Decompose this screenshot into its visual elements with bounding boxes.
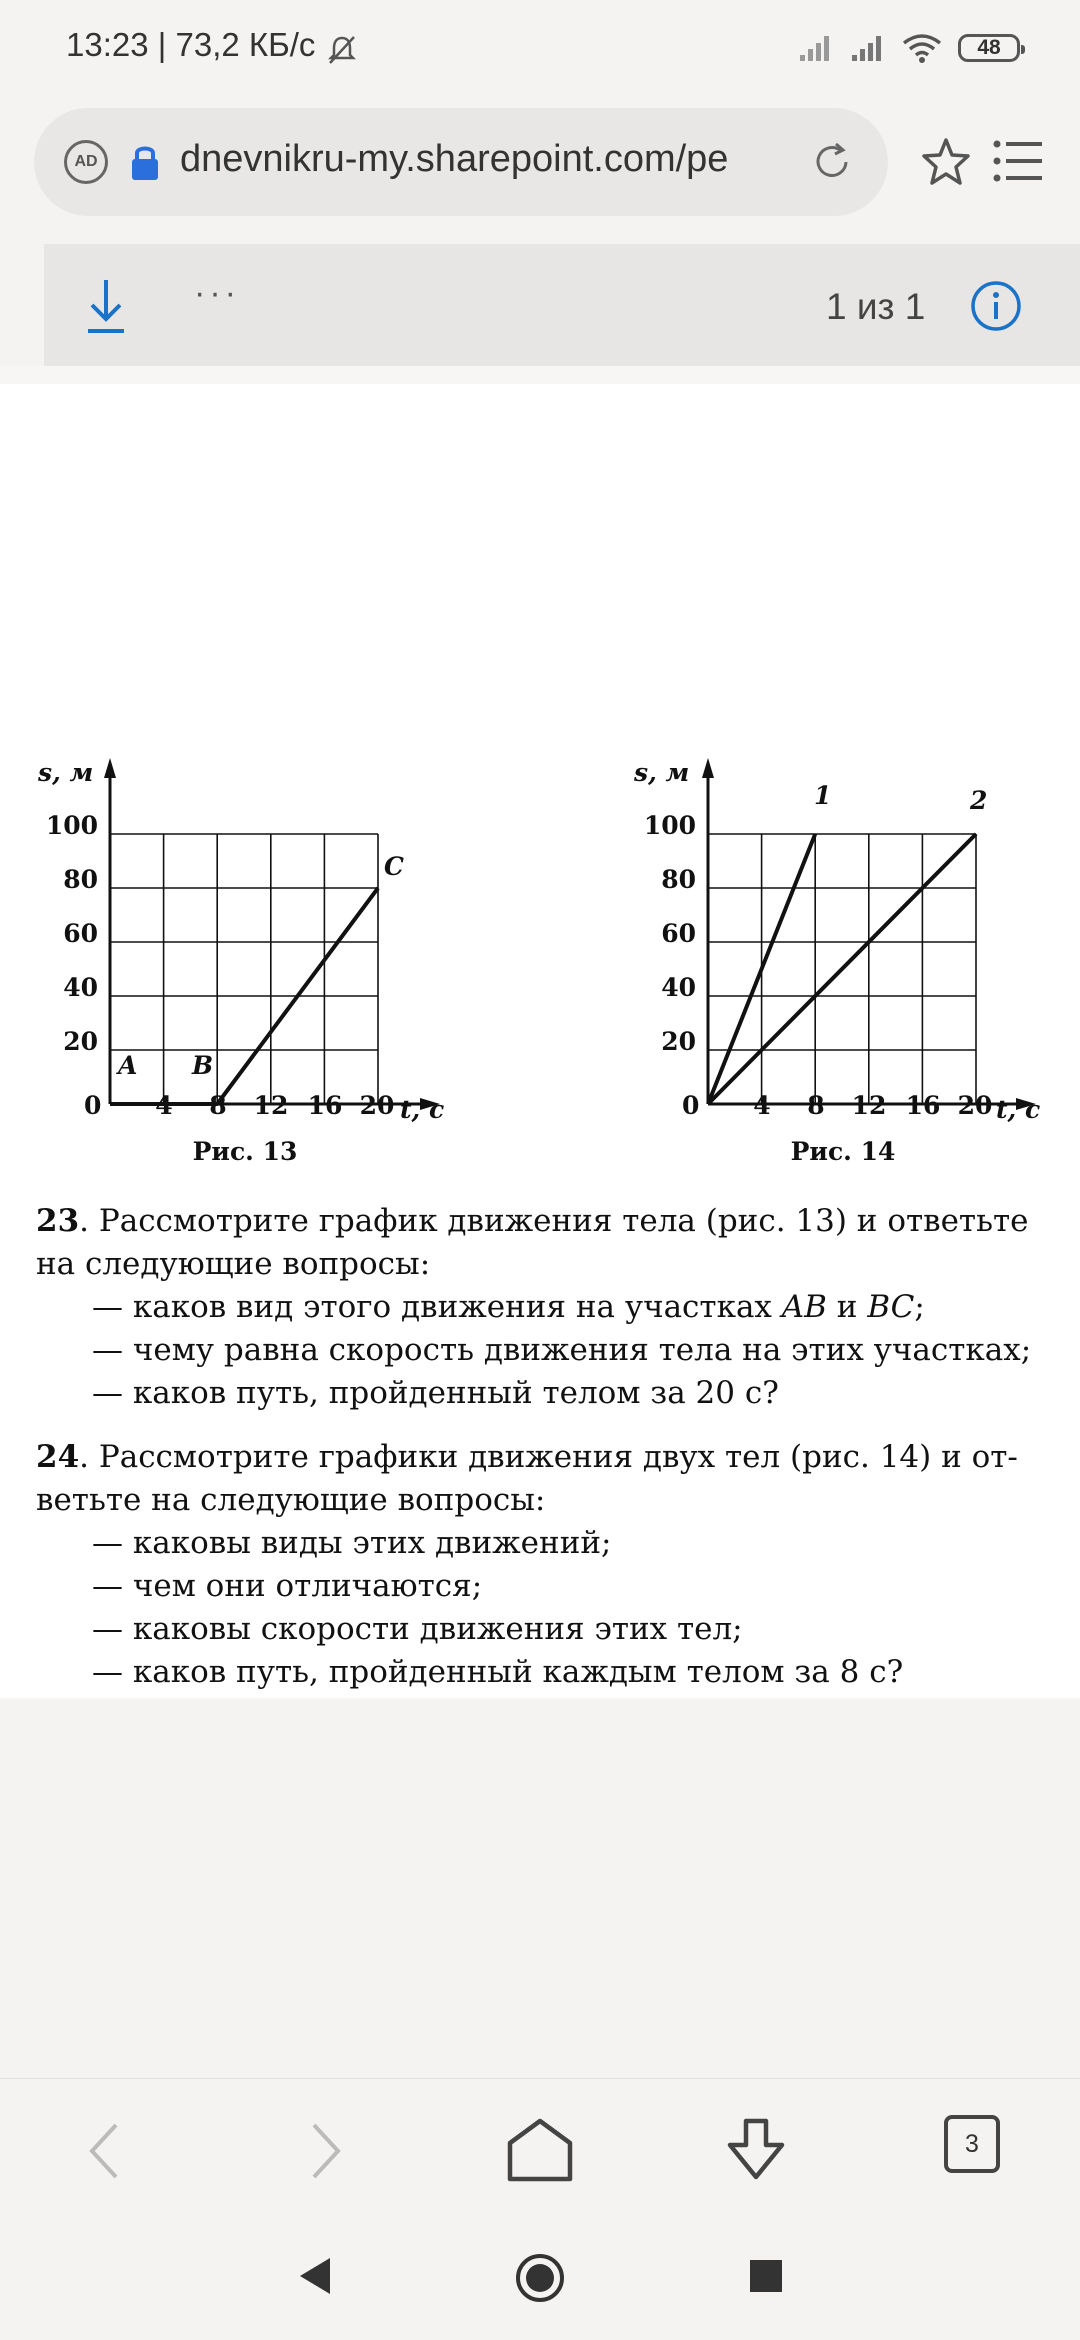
fig14-origin: 0 <box>682 1091 700 1120</box>
download-icon[interactable] <box>84 278 128 334</box>
url-text[interactable]: dnevnikru-my.sharepoint.com/pe <box>180 138 729 180</box>
signal-icon <box>850 33 886 63</box>
fig13-xlabel: t, с <box>400 1095 445 1124</box>
problem-number: 24 <box>36 1439 80 1475</box>
fig13-xtick: 12 <box>253 1091 289 1120</box>
fig13-ytick: 60 <box>63 919 98 948</box>
fig14-line-1-label: 1 <box>814 781 832 810</box>
adblock-icon[interactable]: AD <box>64 140 108 184</box>
figure-14 <box>633 758 1040 1166</box>
back-icon[interactable] <box>70 2115 142 2187</box>
system-nav <box>0 2218 1080 2340</box>
y-axis-arrow <box>702 758 714 778</box>
forward-icon[interactable] <box>288 2115 360 2187</box>
browser-nav <box>0 2078 1080 2219</box>
fig14-ytick: 100 <box>643 811 696 840</box>
status-icons <box>798 28 1020 68</box>
problem-item: — каков путь, пройденный телом за 20 с? <box>92 1375 779 1411</box>
fig13-caption: Рис. 13 <box>192 1137 298 1166</box>
problem-text: . Рассмотрите графики движения двух тел (рис. 14) и от- <box>79 1439 1018 1475</box>
system-back-icon[interactable] <box>296 2254 336 2298</box>
fig14-ylabel: s, м <box>634 758 690 787</box>
fig13-ytick: 40 <box>63 973 98 1002</box>
menu-icon[interactable] <box>992 138 1044 184</box>
fig14-xtick: 8 <box>807 1091 825 1120</box>
fig13-ytick: 100 <box>45 811 98 840</box>
mute-icon <box>325 33 359 67</box>
problem-item: — каковы виды этих движений; <box>92 1525 612 1561</box>
fig13-ylabel: s, м <box>38 758 94 787</box>
problem-text: ветьте на следующие вопросы: <box>36 1482 546 1518</box>
problem-item: — каковы скорости движения этих тел; <box>92 1611 743 1647</box>
fig14-ytick: 60 <box>661 919 696 948</box>
home-icon[interactable] <box>504 2115 576 2187</box>
page-count: 1 из 1 <box>826 286 926 327</box>
fig14-xtick: 16 <box>905 1091 941 1120</box>
fig13-origin: 0 <box>84 1091 102 1120</box>
fig14-xtick: 20 <box>957 1091 993 1120</box>
fig13-ytick: 80 <box>63 865 98 894</box>
fig14-ytick: 80 <box>661 865 696 894</box>
fig14-xtick: 4 <box>753 1091 771 1120</box>
figure-13 <box>37 758 444 1166</box>
info-icon[interactable] <box>970 280 1022 332</box>
document-content <box>0 384 1080 1698</box>
more-icon[interactable]: ··· <box>194 274 240 312</box>
signal-icon <box>798 33 834 63</box>
status-time: 13:23 | 73,2 КБ/с <box>66 26 316 63</box>
problem-24 <box>36 1436 1056 1694</box>
fig13-xtick: 8 <box>209 1091 227 1120</box>
viewer-toolbar <box>44 244 1080 366</box>
problem-item: — каков путь, пройденный каждым телом за 8 с? <box>92 1654 904 1690</box>
fig13-xtick: 4 <box>155 1091 173 1120</box>
y-axis-arrow <box>104 758 116 778</box>
problem-text: . Рассмотрите график движения тела (рис. 13) и ответьте <box>79 1203 1029 1239</box>
fig14-ytick: 40 <box>661 973 696 1002</box>
fig13-point-b: B <box>192 1051 214 1080</box>
fig13-point-a: A <box>118 1051 138 1080</box>
reload-icon[interactable] <box>810 140 854 184</box>
status-bar <box>0 0 1080 100</box>
system-recents-icon[interactable] <box>746 2256 786 2296</box>
fig13-point-c: C <box>384 852 404 881</box>
tab-count-button[interactable]: 3 <box>944 2115 1000 2173</box>
address-bar[interactable] <box>34 108 888 216</box>
system-home-icon[interactable] <box>514 2252 566 2304</box>
problem-item: — каков вид этого движения на участках AB и BC; <box>92 1289 925 1325</box>
fig14-xlabel: t, с <box>996 1095 1041 1124</box>
fig14-line-2-label: 2 <box>970 786 988 815</box>
problem-item: — чем они отличаются; <box>92 1568 483 1604</box>
problem-text: на следующие вопросы: <box>36 1246 431 1282</box>
downloads-icon[interactable] <box>720 2115 792 2187</box>
problem-item: — чему равна скорость движения тела на этих участках; <box>92 1332 1032 1368</box>
fig13-xtick: 16 <box>307 1091 343 1120</box>
fig14-ytick: 20 <box>661 1027 696 1056</box>
fig14-caption: Рис. 14 <box>790 1137 896 1166</box>
problem-number: 23 <box>36 1203 80 1239</box>
fig14-xtick: 12 <box>851 1091 887 1120</box>
series-line-2 <box>708 834 976 1104</box>
fig13-xtick: 20 <box>359 1091 395 1120</box>
lock-icon <box>130 142 160 182</box>
wifi-icon <box>902 33 942 63</box>
star-icon[interactable] <box>920 136 972 188</box>
problem-23 <box>36 1200 1056 1415</box>
fig13-ytick: 20 <box>63 1027 98 1056</box>
battery-indicator: 48 <box>958 34 1020 62</box>
figures-svg <box>0 384 1080 1184</box>
